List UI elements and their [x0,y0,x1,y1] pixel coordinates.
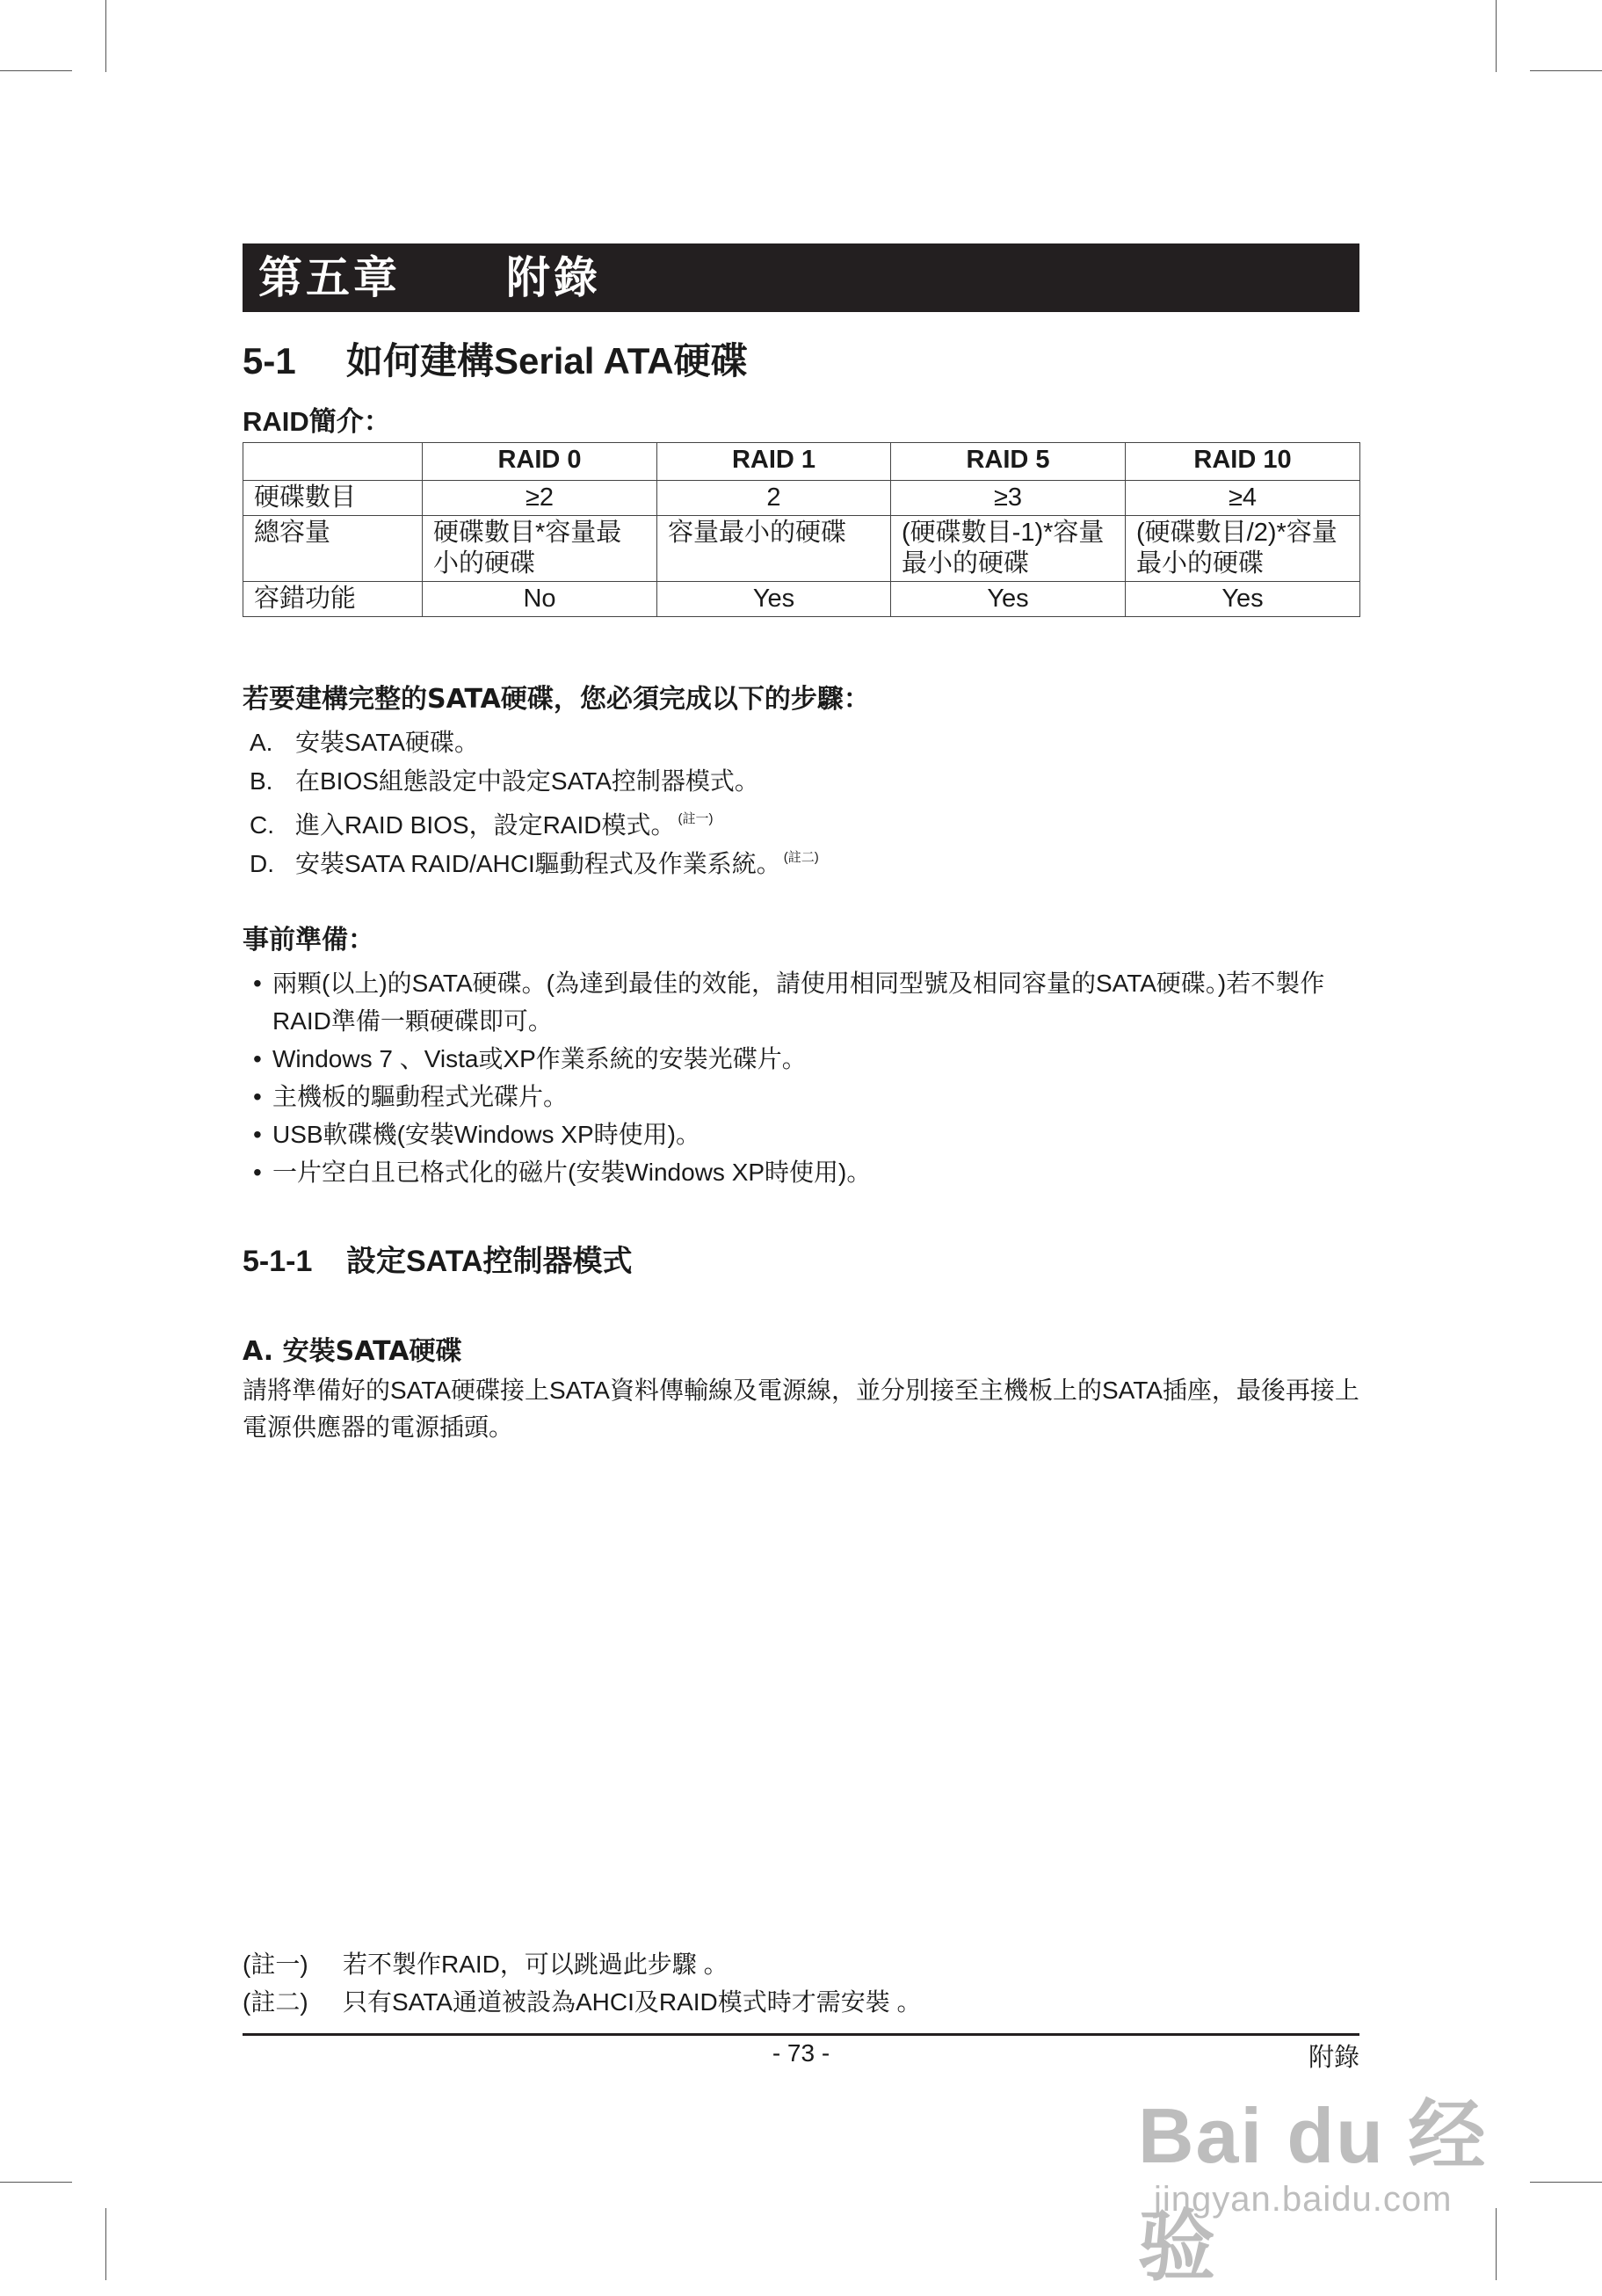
watermark-logo [1138,2074,1507,2290]
list-item [250,762,819,801]
prep-list [253,964,1360,1191]
list-item: • 一片空白且已格式化的磁片(安裝Windows XP時使用)。 [253,1153,1360,1191]
table-cell: Yes [1126,582,1360,617]
table-cell: 硬碟數目 [243,481,423,516]
table-header: RAID 10 [1126,443,1360,481]
table-header [243,443,423,481]
table-cell: Yes [657,582,891,617]
subsection-number: 5-1-1 [243,1245,313,1278]
crop-mark [0,70,72,71]
table-header: RAID 0 [423,443,657,481]
table-cell: 2 [657,481,891,516]
chapter-number: 第五章 [258,251,401,303]
chapter-header [243,243,1359,312]
step-letter: B. [250,767,273,795]
footnote-ref: (註一) [678,811,714,826]
list-item: • 兩顆(以上)的SATA硬碟。(為達到最佳的效能，請使用相同型號及相同容量的SATA硬碟。)若不製作RAID準備一顆硬碟即可。 [253,964,1360,1040]
list-item: • 主機板的驅動程式光碟片。 [253,1078,1360,1115]
table-header: RAID 1 [657,443,891,481]
step-letter: A. [250,729,273,756]
list-item [250,800,819,839]
crop-mark [105,0,106,72]
raid-table [243,442,1360,617]
watermark-url: jingyan.baidu.com [1154,2180,1453,2219]
table-header-row [243,443,1360,481]
table-cell: 容錯功能 [243,582,423,617]
footnote [243,1983,922,2021]
chapter-title: 附錄 [506,251,601,303]
step-text: 在BIOS組態設定中設定SATA控制器模式。 [295,767,759,795]
table-cell: Yes [891,582,1126,617]
table-cell: (硬碟數目/2)*容量最小的硬碟 [1126,516,1360,582]
table-cell: No [423,582,657,617]
table-row [243,481,1360,516]
list-item: • Windows 7 、Vista或XP作業系統的安裝光碟片。 [253,1040,1360,1078]
footnote-text: 只有SATA通道被設為AHCI及RAID模式時才需安裝 。 [343,1988,922,2016]
sub-a-heading: A. 安裝SATA硬碟 [243,1336,462,1367]
section-number: 5-1 [243,340,296,381]
footer-title: 附錄 [1308,2042,1359,2072]
list-item [250,839,819,877]
footer-divider [243,2033,1359,2036]
footnotes [243,1945,922,2021]
table-cell: 總容量 [243,516,423,582]
crop-mark [1496,0,1497,72]
table-cell: (硬碟數目-1)*容量最小的硬碟 [891,516,1126,582]
list-item [250,723,819,762]
watermark-main: Bai du 经验 [1138,2092,1488,2290]
footnote-mark: (註一) [243,1951,308,1978]
subsection-title [243,1237,633,1280]
crop-mark [105,2208,106,2280]
steps-list [250,723,819,876]
table-header: RAID 5 [891,443,1126,481]
table-cell: 硬碟數目*容量最小的硬碟 [423,516,657,582]
crop-mark [1530,2182,1602,2183]
section-title [243,332,748,385]
step-text: 安裝SATA RAID/AHCI驅動程式及作業系統。 [295,849,781,877]
footnote [243,1945,922,1983]
footnote-text: 若不製作RAID，可以跳過此步驟 。 [343,1951,729,1978]
step-text: 進入RAID BIOS，設定RAID模式。 [295,811,676,839]
crop-mark [1530,70,1602,71]
footnote-ref: (註二) [783,849,819,865]
table-cell: 容量最小的硬碟 [657,516,891,582]
footnote-mark: (註二) [243,1988,308,2016]
steps-heading: 若要建構完整的SATA硬碟，您必須完成以下的步驟： [243,684,870,715]
step-letter: C. [250,811,274,839]
table-row [243,516,1360,582]
section-title-text: 如何建構Serial ATA硬碟 [346,340,748,381]
table-row [243,582,1360,617]
sub-a-paragraph: 請將準備好的SATA硬碟接上SATA資料傳輸線及電源線，並分別接至主機板上的SATA插座，最後再接上電源供應器的電源插頭。 [243,1377,1359,1441]
raid-intro-heading: RAID簡介： [243,406,391,437]
page-number: - 73 - [772,2039,830,2067]
table-cell: ≥3 [891,481,1126,516]
table-cell: ≥2 [423,481,657,516]
step-letter: D. [250,849,274,877]
table-cell: ≥4 [1126,481,1360,516]
list-item: • USB軟碟機(安裝Windows XP時使用)。 [253,1115,1360,1153]
prep-heading: 事前準備： [243,925,374,955]
subsection-title-text: 設定SATA控制器模式 [346,1245,633,1278]
step-text: 安裝SATA硬碟。 [295,729,479,756]
crop-mark [0,2182,72,2183]
